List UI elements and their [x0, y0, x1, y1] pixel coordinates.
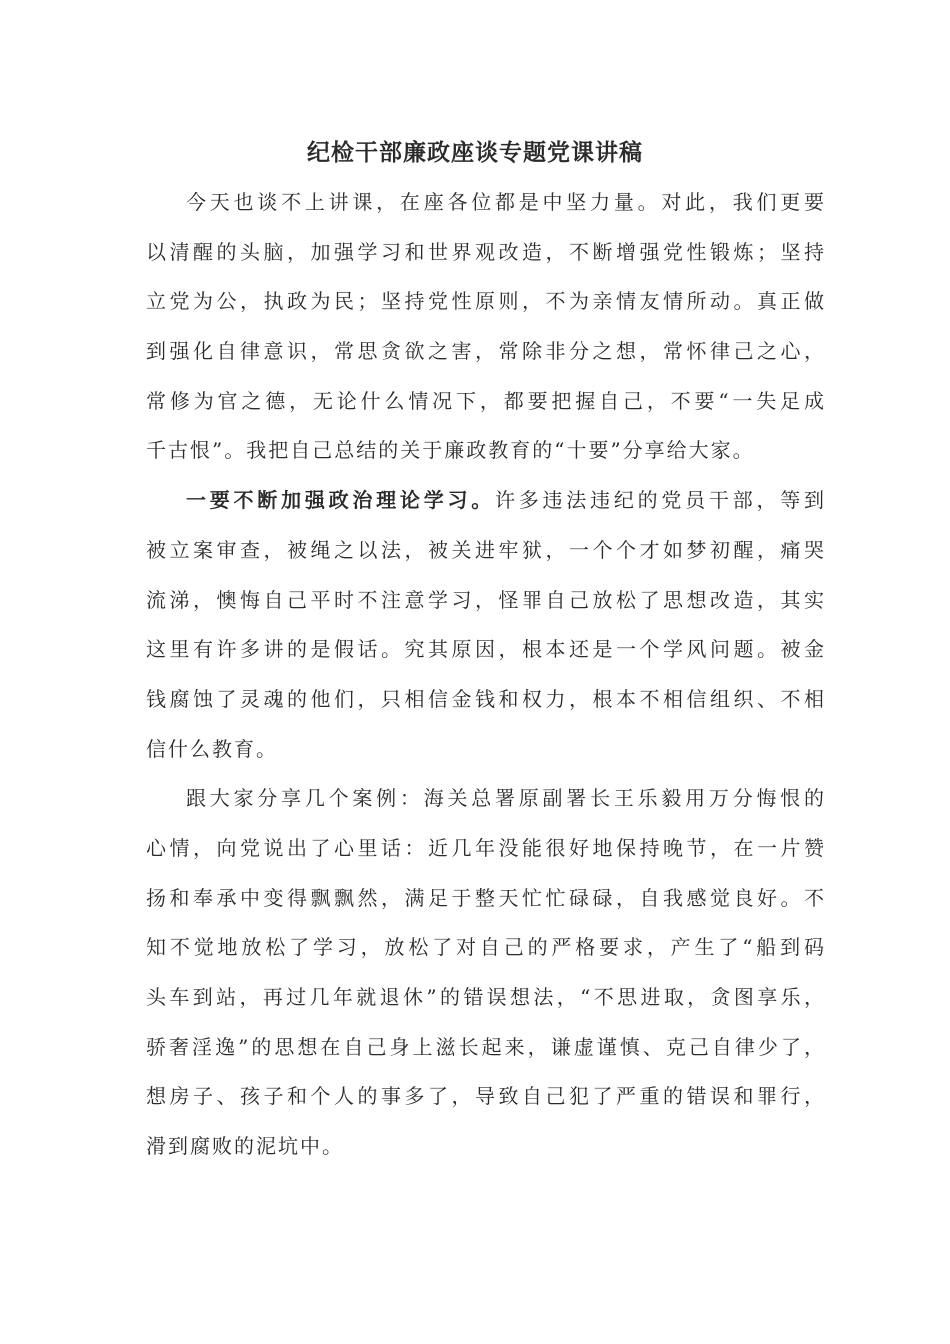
paragraph-2-line-3: 流涕，懊悔自己平时不注意学习，怪罪自己放松了思想改造，其实 [146, 587, 826, 612]
paragraph-2-first-line-rest: 许多违法违纪的党员干部，等到 [495, 488, 826, 513]
paragraph-1-line-4: 到强化自律意识，常思贪欲之害，常除非分之想，常怀律己之心， [146, 339, 826, 364]
document-body [146, 178, 826, 1172]
paragraph-1-line-2: 以清醒的头脑，加强学习和世界观改造，不断增强党性锻炼；坚持 [146, 239, 826, 264]
paragraph-2-line-2: 被立案审查，被绳之以法，被关进牢狱，一个个才如梦初醒，痛哭 [146, 537, 826, 562]
paragraph-2-heading: 一要不断加强政治理论学习。 [186, 488, 495, 513]
paragraph-2-line-5: 钱腐蚀了灵魂的他们，只相信金钱和权力，根本不相信组织、不相 [146, 686, 826, 711]
document-title: 纪检干部廉政座谈专题党课讲稿 [307, 139, 643, 166]
paragraph-3-line-5: 头车到站，再过几年就退休”的错误想法，“不思进取，贪图享乐， [146, 985, 826, 1009]
paragraph-1-line-1: 今天也谈不上讲课，在座各位都是中坚力量。对此，我们更要 [186, 190, 826, 214]
paragraph-3-line-3: 扬和奉承中变得飘飘然，满足于整天忙忙碌碌，自我感觉良好。不 [146, 885, 826, 910]
paragraph-2-line-4: 这里有许多讲的是假话。究其原因，根本还是一个学风问题。被金 [146, 637, 826, 662]
paragraph-3-line-6: 骄奢淫逸”的思想在自己身上滋长起来，谦虚谨慎、克己自律少了， [146, 1034, 826, 1059]
paragraph-3-line-4: 知不觉地放松了学习，放松了对自己的严格要求，产生了“船到码 [146, 935, 826, 960]
paragraph-3-line-7: 想房子、孩子和个人的事多了，导致自己犯了严重的错误和罪行， [146, 1084, 826, 1109]
paragraph-2-line-1 [146, 476, 826, 526]
paragraph-3-line-8: 滑到腐败的泥坑中。 [146, 1134, 344, 1159]
paragraph-1-line-3: 立党为公，执政为民；坚持党性原则，不为亲情友情所动。真正做 [146, 289, 826, 314]
paragraph-2-line-6: 信什么教育。 [146, 736, 278, 761]
paragraph-1-line-6: 千古恨”。我把自己总结的关于廉政教育的“十要”分享给大家。 [146, 438, 755, 463]
paragraph-1-line-5: 常修为官之德，无论什么情况下，都要把握自己，不要“一失足成 [146, 388, 826, 413]
paragraph-3-line-1: 跟大家分享几个案例：海关总署原副署长王乐毅用万分悔恨的 [186, 786, 826, 811]
paragraph-3-line-2: 心情，向党说出了心里话：近几年没能很好地保持晚节，在一片赞 [146, 835, 826, 860]
